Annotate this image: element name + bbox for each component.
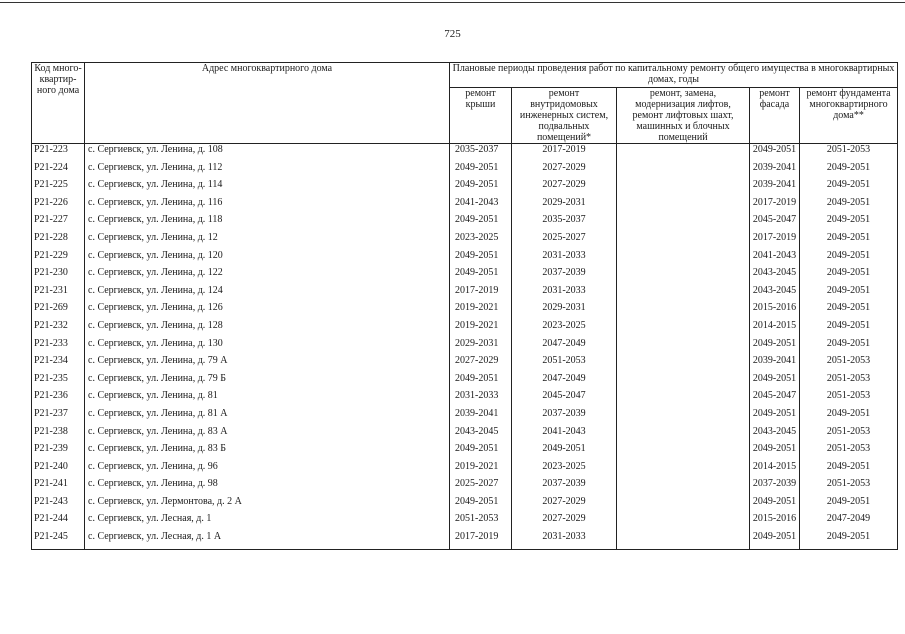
cell-facade: 2043-2045 xyxy=(750,426,800,444)
cell-code: P21-269 xyxy=(32,302,85,320)
table-row xyxy=(32,302,898,320)
cell-engineering: 2035-2037 xyxy=(512,214,617,232)
cell-engineering: 2027-2029 xyxy=(512,179,617,197)
cell-code: P21-243 xyxy=(32,496,85,514)
cell-facade: 2015-2016 xyxy=(750,513,800,531)
cell-address: с. Сергиевск, ул. Ленина, д. 116 xyxy=(85,197,450,215)
cell-lifts xyxy=(617,232,750,250)
cell-address: с. Сергиевск, ул. Ленина, д. 122 xyxy=(85,267,450,285)
capital-repair-schedule-table xyxy=(31,62,898,550)
cell-foundation: 2049-2051 xyxy=(800,338,898,356)
header-periods-group: Плановые периоды проведения работ по капитальному ремонту общего имущества в многоквартирных домах, годы xyxy=(450,63,898,88)
cell-address: с. Сергиевск, ул. Ленина, д. 83 А xyxy=(85,426,450,444)
cell-roof: 2049-2051 xyxy=(450,373,512,391)
cell-code: P21-233 xyxy=(32,338,85,356)
cell-foundation: 2051-2053 xyxy=(800,426,898,444)
cell-engineering: 2017-2019 xyxy=(512,144,617,162)
cell-address: с. Сергиевск, ул. Ленина, д. 79 Б xyxy=(85,373,450,391)
cell-roof: 2049-2051 xyxy=(450,443,512,461)
cell-lifts xyxy=(617,214,750,232)
cell-address: с. Сергиевск, ул. Лесная, д. 1 xyxy=(85,513,450,531)
cell-roof: 2043-2045 xyxy=(450,426,512,444)
cell-lifts xyxy=(617,390,750,408)
cell-lifts xyxy=(617,531,750,549)
cell-lifts xyxy=(617,320,750,338)
cell-roof: 2049-2051 xyxy=(450,179,512,197)
cell-facade: 2039-2041 xyxy=(750,355,800,373)
cell-facade: 2017-2019 xyxy=(750,232,800,250)
cell-lifts xyxy=(617,179,750,197)
cell-roof: 2049-2051 xyxy=(450,214,512,232)
cell-roof: 2029-2031 xyxy=(450,338,512,356)
cell-engineering: 2047-2049 xyxy=(512,338,617,356)
cell-engineering: 2029-2031 xyxy=(512,302,617,320)
cell-foundation: 2049-2051 xyxy=(800,461,898,479)
cell-foundation: 2049-2051 xyxy=(800,179,898,197)
header-foundation: ремонт фундамента многоквартирного дома** xyxy=(800,88,898,144)
cell-engineering: 2027-2029 xyxy=(512,513,617,531)
cell-code: P21-232 xyxy=(32,320,85,338)
cell-address: с. Сергиевск, ул. Ленина, д. 98 xyxy=(85,478,450,496)
cell-engineering: 2051-2053 xyxy=(512,355,617,373)
cell-engineering: 2023-2025 xyxy=(512,461,617,479)
table-row xyxy=(32,390,898,408)
table-row xyxy=(32,179,898,197)
cell-code: P21-237 xyxy=(32,408,85,426)
cell-foundation: 2051-2053 xyxy=(800,478,898,496)
cell-lifts xyxy=(617,513,750,531)
cell-engineering: 2047-2049 xyxy=(512,373,617,391)
cell-facade: 2049-2051 xyxy=(750,338,800,356)
cell-foundation: 2049-2051 xyxy=(800,531,898,549)
cell-lifts xyxy=(617,338,750,356)
table-row xyxy=(32,531,898,549)
cell-address: с. Сергиевск, ул. Ленина, д. 108 xyxy=(85,144,450,162)
cell-foundation: 2049-2051 xyxy=(800,250,898,268)
cell-engineering: 2025-2027 xyxy=(512,232,617,250)
cell-roof: 2019-2021 xyxy=(450,302,512,320)
cell-foundation: 2049-2051 xyxy=(800,267,898,285)
cell-engineering: 2037-2039 xyxy=(512,478,617,496)
cell-engineering: 2031-2033 xyxy=(512,531,617,549)
table-row xyxy=(32,373,898,391)
cell-facade: 2043-2045 xyxy=(750,285,800,303)
table-row xyxy=(32,162,898,180)
cell-facade: 2039-2041 xyxy=(750,179,800,197)
cell-code: P21-244 xyxy=(32,513,85,531)
cell-foundation: 2049-2051 xyxy=(800,162,898,180)
cell-address: с. Сергиевск, ул. Ленина, д. 112 xyxy=(85,162,450,180)
table-row xyxy=(32,408,898,426)
cell-address: с. Сергиевск, ул. Ленина, д. 79 А xyxy=(85,355,450,373)
cell-code: P21-229 xyxy=(32,250,85,268)
cell-facade: 2041-2043 xyxy=(750,250,800,268)
cell-address: с. Сергиевск, ул. Ленина, д. 12 xyxy=(85,232,450,250)
cell-lifts xyxy=(617,162,750,180)
cell-lifts xyxy=(617,408,750,426)
cell-foundation: 2049-2051 xyxy=(800,302,898,320)
cell-address: с. Сергиевск, ул. Ленина, д. 128 xyxy=(85,320,450,338)
table-row xyxy=(32,338,898,356)
cell-code: P21-227 xyxy=(32,214,85,232)
cell-code: P21-238 xyxy=(32,426,85,444)
cell-facade: 2049-2051 xyxy=(750,408,800,426)
cell-address: с. Сергиевск, ул. Ленина, д. 83 Б xyxy=(85,443,450,461)
cell-roof: 2025-2027 xyxy=(450,478,512,496)
cell-address: с. Сергиевск, ул. Ленина, д. 130 xyxy=(85,338,450,356)
table-row xyxy=(32,426,898,444)
cell-code: P21-226 xyxy=(32,197,85,215)
cell-foundation: 2049-2051 xyxy=(800,496,898,514)
cell-code: P21-225 xyxy=(32,179,85,197)
cell-foundation: 2051-2053 xyxy=(800,144,898,162)
cell-facade: 2049-2051 xyxy=(750,443,800,461)
table-row xyxy=(32,214,898,232)
cell-engineering: 2045-2047 xyxy=(512,390,617,408)
cell-lifts xyxy=(617,144,750,162)
header-roof: ремонт крыши xyxy=(450,88,512,144)
cell-roof: 2027-2029 xyxy=(450,355,512,373)
table-row xyxy=(32,513,898,531)
cell-code: P21-235 xyxy=(32,373,85,391)
table-row xyxy=(32,250,898,268)
cell-foundation: 2051-2053 xyxy=(800,443,898,461)
cell-lifts xyxy=(617,373,750,391)
cell-roof: 2035-2037 xyxy=(450,144,512,162)
cell-roof: 2031-2033 xyxy=(450,390,512,408)
header-lifts: ремонт, замена, модернизация лифтов, ремонт лифтовых шахт, машинных и блочных помещений xyxy=(617,88,750,144)
cell-foundation: 2051-2053 xyxy=(800,355,898,373)
cell-address: с. Сергиевск, ул. Ленина, д. 96 xyxy=(85,461,450,479)
cell-address: с. Сергиевск, ул. Ленина, д. 81 А xyxy=(85,408,450,426)
cell-code: P21-231 xyxy=(32,285,85,303)
cell-facade: 2049-2051 xyxy=(750,373,800,391)
cell-engineering: 2027-2029 xyxy=(512,162,617,180)
cell-roof: 2019-2021 xyxy=(450,461,512,479)
cell-engineering: 2031-2033 xyxy=(512,250,617,268)
cell-address: с. Сергиевск, ул. Ленина, д. 114 xyxy=(85,179,450,197)
cell-lifts xyxy=(617,443,750,461)
cell-foundation: 2049-2051 xyxy=(800,408,898,426)
cell-facade: 2045-2047 xyxy=(750,214,800,232)
cell-roof: 2049-2051 xyxy=(450,496,512,514)
cell-lifts xyxy=(617,197,750,215)
table-row xyxy=(32,355,898,373)
table-row xyxy=(32,461,898,479)
cell-facade: 2014-2015 xyxy=(750,461,800,479)
cell-address: с. Сергиевск, ул. Ленина, д. 118 xyxy=(85,214,450,232)
cell-address: с. Сергиевск, ул. Ленина, д. 126 xyxy=(85,302,450,320)
cell-engineering: 2049-2051 xyxy=(512,443,617,461)
cell-code: P21-223 xyxy=(32,144,85,162)
cell-address: с. Сергиевск, ул. Лермонтова, д. 2 А xyxy=(85,496,450,514)
cell-foundation: 2047-2049 xyxy=(800,513,898,531)
cell-engineering: 2027-2029 xyxy=(512,496,617,514)
cell-facade: 2043-2045 xyxy=(750,267,800,285)
cell-engineering: 2041-2043 xyxy=(512,426,617,444)
cell-lifts xyxy=(617,302,750,320)
cell-engineering: 2037-2039 xyxy=(512,267,617,285)
header-code: Код много-квартир-ного дома xyxy=(32,63,85,144)
cell-lifts xyxy=(617,250,750,268)
top-rule xyxy=(0,2,905,3)
cell-code: P21-240 xyxy=(32,461,85,479)
table-row xyxy=(32,267,898,285)
cell-lifts xyxy=(617,355,750,373)
header-engineering: ремонт внутридомовых инженерных систем, подвальных помещений* xyxy=(512,88,617,144)
cell-lifts xyxy=(617,478,750,496)
cell-code: P21-230 xyxy=(32,267,85,285)
cell-facade: 2039-2041 xyxy=(750,162,800,180)
cell-lifts xyxy=(617,426,750,444)
cell-address: с. Сергиевск, ул. Ленина, д. 124 xyxy=(85,285,450,303)
table-row xyxy=(32,443,898,461)
cell-foundation: 2049-2051 xyxy=(800,320,898,338)
cell-foundation: 2051-2053 xyxy=(800,373,898,391)
cell-code: P21-224 xyxy=(32,162,85,180)
cell-lifts xyxy=(617,461,750,479)
cell-foundation: 2049-2051 xyxy=(800,214,898,232)
table-row xyxy=(32,144,898,162)
cell-facade: 2049-2051 xyxy=(750,496,800,514)
table-row xyxy=(32,197,898,215)
table-row xyxy=(32,320,898,338)
table-row xyxy=(32,478,898,496)
cell-lifts xyxy=(617,267,750,285)
cell-address: с. Сергиевск, ул. Ленина, д. 81 xyxy=(85,390,450,408)
header-facade: ремонт фасада xyxy=(750,88,800,144)
cell-roof: 2039-2041 xyxy=(450,408,512,426)
cell-facade: 2017-2019 xyxy=(750,197,800,215)
cell-roof: 2049-2051 xyxy=(450,267,512,285)
cell-engineering: 2029-2031 xyxy=(512,197,617,215)
cell-lifts xyxy=(617,496,750,514)
cell-roof: 2019-2021 xyxy=(450,320,512,338)
cell-lifts xyxy=(617,285,750,303)
table-body xyxy=(32,144,898,550)
cell-code: P21-228 xyxy=(32,232,85,250)
cell-foundation: 2049-2051 xyxy=(800,197,898,215)
table-row xyxy=(32,496,898,514)
cell-facade: 2037-2039 xyxy=(750,478,800,496)
cell-code: P21-236 xyxy=(32,390,85,408)
table-row xyxy=(32,285,898,303)
cell-roof: 2017-2019 xyxy=(450,531,512,549)
cell-roof: 2017-2019 xyxy=(450,285,512,303)
cell-facade: 2014-2015 xyxy=(750,320,800,338)
cell-roof: 2023-2025 xyxy=(450,232,512,250)
cell-roof: 2049-2051 xyxy=(450,250,512,268)
cell-roof: 2051-2053 xyxy=(450,513,512,531)
cell-foundation: 2049-2051 xyxy=(800,232,898,250)
cell-facade: 2049-2051 xyxy=(750,531,800,549)
cell-code: P21-234 xyxy=(32,355,85,373)
table-row xyxy=(32,232,898,250)
cell-facade: 2045-2047 xyxy=(750,390,800,408)
cell-foundation: 2051-2053 xyxy=(800,390,898,408)
cell-engineering: 2031-2033 xyxy=(512,285,617,303)
cell-roof: 2041-2043 xyxy=(450,197,512,215)
cell-code: P21-245 xyxy=(32,531,85,549)
cell-code: P21-241 xyxy=(32,478,85,496)
cell-address: с. Сергиевск, ул. Лесная, д. 1 А xyxy=(85,531,450,549)
cell-engineering: 2023-2025 xyxy=(512,320,617,338)
cell-foundation: 2049-2051 xyxy=(800,285,898,303)
cell-engineering: 2037-2039 xyxy=(512,408,617,426)
cell-roof: 2049-2051 xyxy=(450,162,512,180)
cell-facade: 2049-2051 xyxy=(750,144,800,162)
page-number: 725 xyxy=(444,28,461,40)
cell-facade: 2015-2016 xyxy=(750,302,800,320)
cell-code: P21-239 xyxy=(32,443,85,461)
cell-address: с. Сергиевск, ул. Ленина, д. 120 xyxy=(85,250,450,268)
header-address: Адрес многоквартирного дома xyxy=(85,63,450,144)
